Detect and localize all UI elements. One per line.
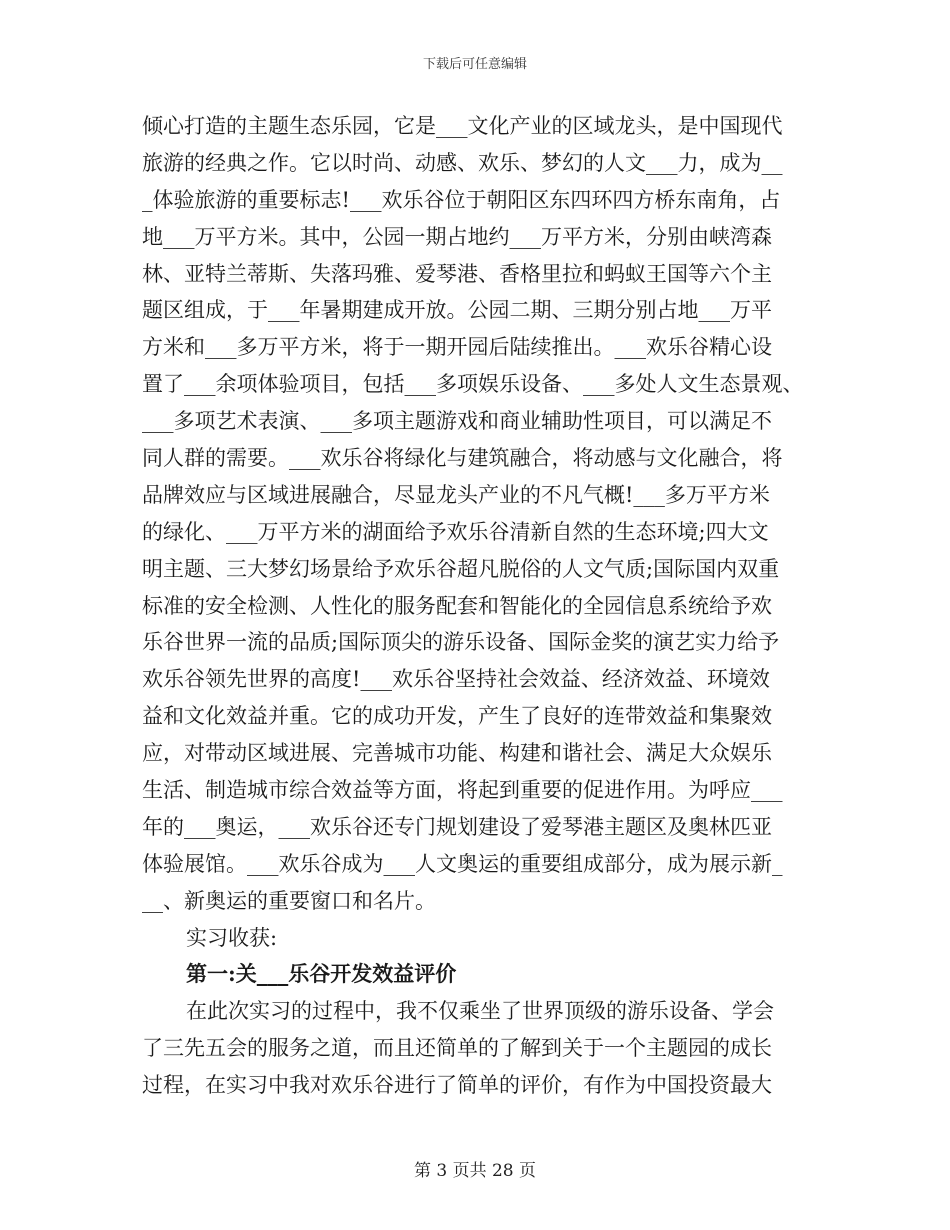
body-line: 了三先五会的服务之道，而且还简单的了解到关于一个主题园的成长	[142, 1036, 772, 1061]
body-line: 林、亚特兰蒂斯、失落玛雅、爱琴港、香格里拉和蚂蚁王国等六个主	[142, 261, 772, 286]
body-line: 同人群的需要。___欢乐谷将绿化与建筑融合，将动感与文化融合，将	[142, 446, 783, 471]
page-footer: 第 3 页共 28 页	[413, 1161, 537, 1181]
section-heading: 第一:关___乐谷开发效益评价	[186, 961, 457, 987]
body-line: 地___万平方米。其中，公园一期占地约___万平方米，分别由峡湾森	[142, 224, 772, 249]
body-line: 年的___奥运，___欢乐谷还专门规划建设了爱琴港主题区及奥林匹亚	[142, 814, 772, 839]
body-line: 题区组成，于___年暑期建成开放。公园二期、三期分别占地___万平	[142, 298, 772, 323]
body-line: 乐谷世界一流的品质;国际顶尖的游乐设备、国际金奖的演艺实力给予	[142, 630, 780, 655]
body-line: __、新奥运的重要窗口和名片。	[142, 888, 436, 913]
document-body	[142, 108, 818, 1104]
body-line: 的绿化、___万平方米的湖面给予欢乐谷清新自然的生态环境;四大文	[142, 519, 769, 544]
section-label: 实习收获:	[186, 925, 278, 950]
body-line: 生活、制造城市综合效益等方面，将起到重要的促进作用。为呼应___	[142, 778, 783, 803]
body-line: ___多项艺术表演、___多项主题游戏和商业辅助性项目，可以满足不	[142, 409, 772, 434]
page-header: 下载后可任意编辑	[422, 57, 527, 72]
body-line: 体验展馆。___欢乐谷成为___人文奥运的重要组成部分，成为展示新_	[142, 851, 783, 876]
body-line: 益和文化效益并重。它的成功开发，产生了良好的连带效益和集聚效	[142, 704, 772, 729]
body-line: 在此次实习的过程中，我不仅乘坐了世界顶级的游乐设备、学会	[186, 999, 774, 1024]
body-line: _体验旅游的重要标志!___欢乐谷位于朝阳区东四环四方桥东南角，占	[142, 187, 781, 212]
body-line: 方米和___多万平方米，将于一期开园后陆续推出。___欢乐谷精心设	[142, 335, 772, 360]
body-line: 过程，在实习中我对欢乐谷进行了简单的评价，有作为中国投资最大	[142, 1073, 772, 1098]
body-line: 置了___余项体验项目，包括___多项娱乐设备、___多处人文生态景观、	[142, 372, 804, 397]
body-line: 明主题、三大梦幻场景给予欢乐谷超凡脱俗的人文气质;国际国内双重	[142, 556, 780, 581]
body-line: 应，对带动区域进展、完善城市功能、构建和谐社会、满足大众娱乐	[142, 741, 772, 766]
body-line: 欢乐谷领先世界的高度!___欢乐谷坚持社会效益、经济效益、环境效	[142, 667, 770, 692]
body-line: 旅游的经典之作。它以时尚、动感、欢乐、梦幻的人文___力，成为__	[142, 150, 783, 175]
body-line: 品牌效应与区域进展融合，尽显龙头产业的不凡气概!___多万平方米	[142, 482, 770, 507]
body-line: 标准的安全检测、人性化的服务配套和智能化的全园信息系统给予欢	[142, 593, 772, 618]
body-line: 倾心打造的主题生态乐园，它是___文化产业的区域龙头，是中国现代	[142, 114, 783, 138]
